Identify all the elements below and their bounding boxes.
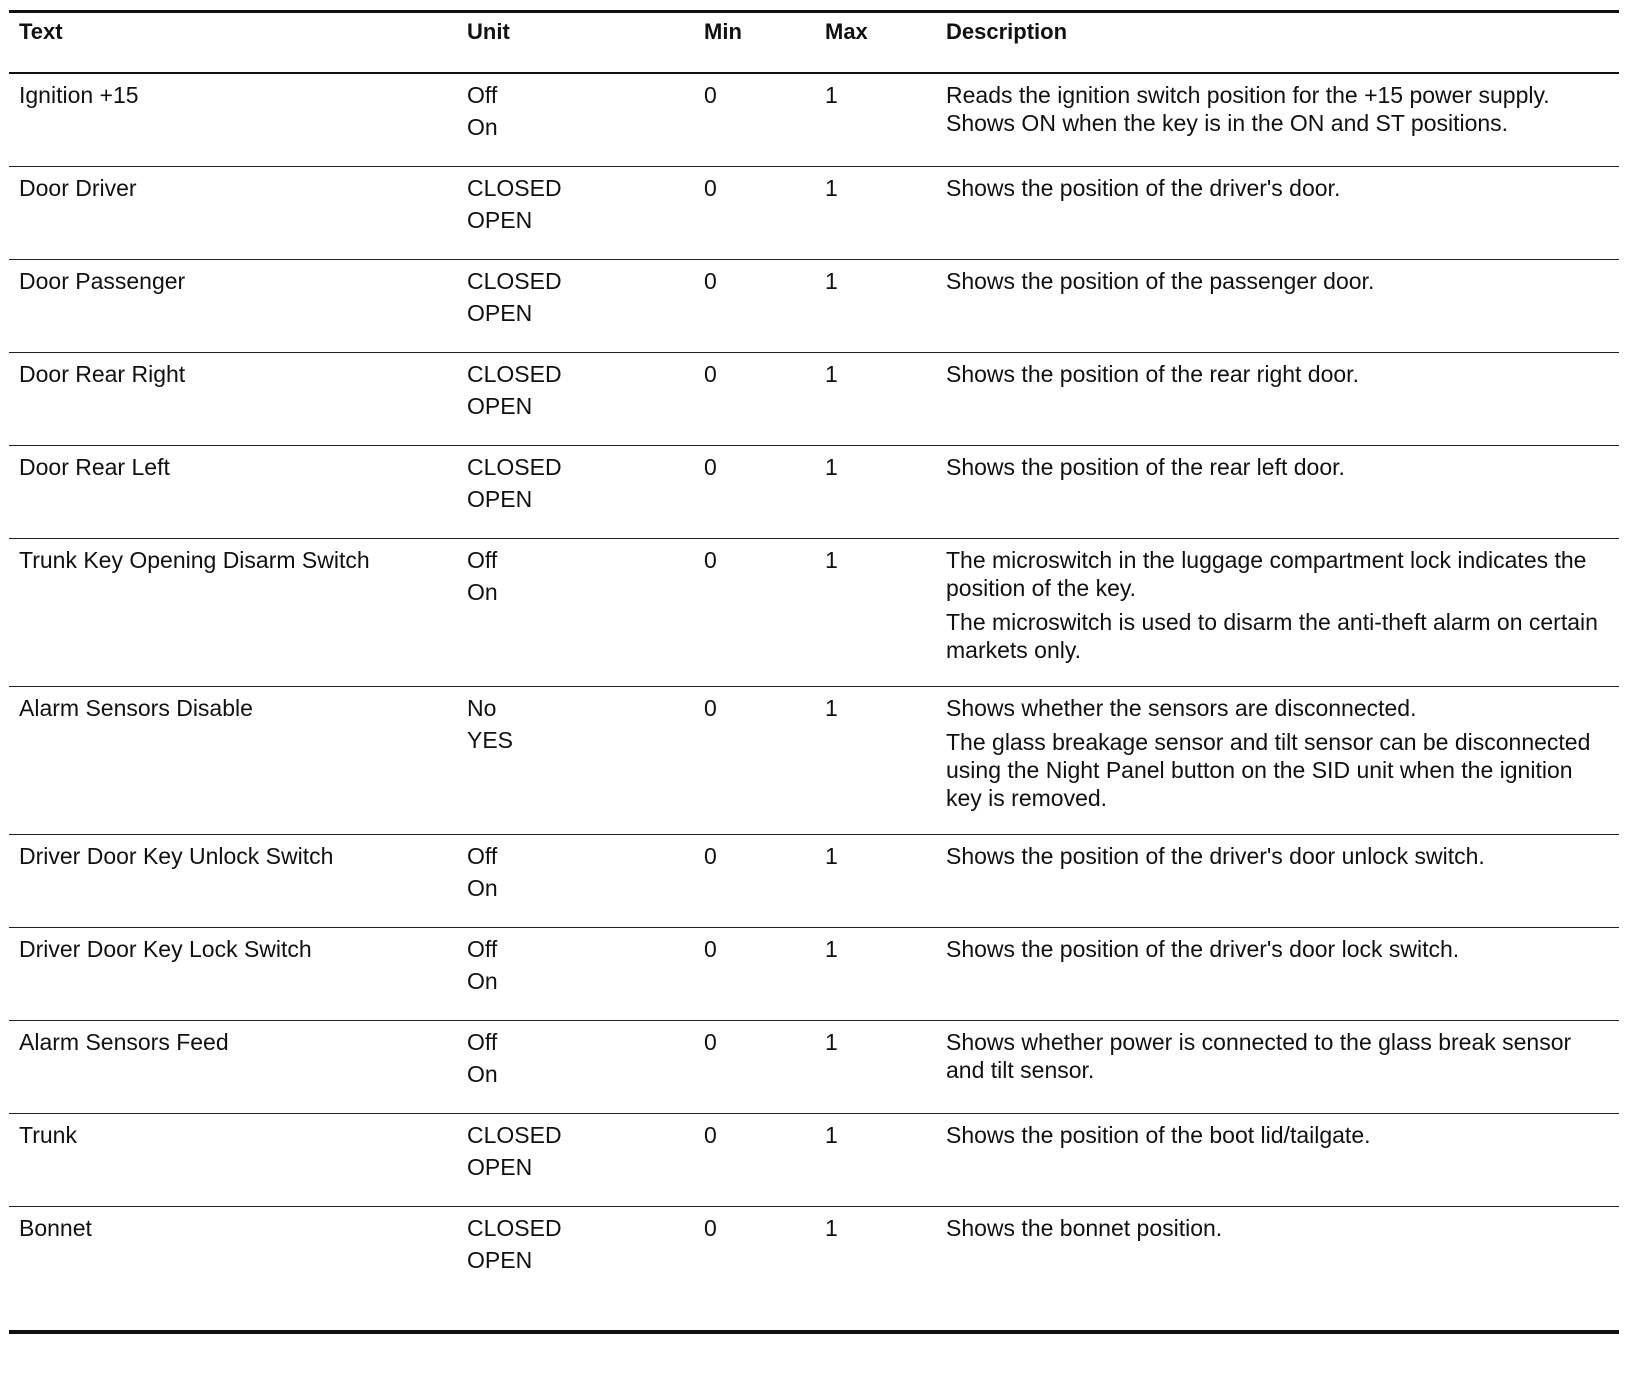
row-max: 1 <box>825 547 838 573</box>
row-unit <box>467 1207 704 1300</box>
row-text: Trunk <box>19 1122 77 1148</box>
description-paragraph: Shows whether power is connected to the glass break sensor and tilt sensor. <box>946 1029 1572 1083</box>
unit-value: Off <box>467 843 498 869</box>
row-description <box>946 539 1619 686</box>
row-min: 0 <box>704 361 717 387</box>
table-row <box>9 353 1619 446</box>
row-min: 0 <box>704 547 717 573</box>
unit-value: OPEN <box>467 207 533 233</box>
unit-value: On <box>467 579 498 605</box>
unit-value: CLOSED <box>467 268 562 294</box>
unit-value: OPEN <box>467 300 533 326</box>
description-paragraph: Shows the position of the driver's door lock switch. <box>946 936 1460 962</box>
description-paragraph: Shows the position of the driver's door unlock switch. <box>946 843 1485 869</box>
unit-value: On <box>467 875 498 901</box>
row-unit <box>467 260 704 352</box>
row-unit <box>467 835 704 927</box>
row-description <box>946 1114 1619 1206</box>
row-text: Alarm Sensors Disable <box>19 695 253 721</box>
row-max: 1 <box>825 1215 838 1241</box>
row-unit <box>467 1114 704 1206</box>
table-row <box>9 539 1619 687</box>
row-min: 0 <box>704 175 717 201</box>
description-paragraph: Reads the ignition switch position for the +15 power supply. Shows ON when the key is in the ON and ST positions. <box>946 82 1550 136</box>
row-description <box>946 1021 1619 1113</box>
signal-table <box>9 10 1619 1334</box>
unit-value: Off <box>467 82 498 108</box>
row-description <box>946 446 1619 538</box>
row-description <box>946 167 1619 259</box>
row-max: 1 <box>825 268 838 294</box>
row-text: Door Rear Left <box>19 454 170 480</box>
description-paragraph: Shows the position of the driver's door. <box>946 175 1341 201</box>
unit-value: On <box>467 114 498 140</box>
row-min: 0 <box>704 1215 717 1241</box>
row-min: 0 <box>704 843 717 869</box>
unit-value: Off <box>467 1029 498 1055</box>
row-min: 0 <box>704 936 717 962</box>
row-max: 1 <box>825 454 838 480</box>
table-row <box>9 928 1619 1021</box>
table-row <box>9 167 1619 260</box>
table-row <box>9 1207 1619 1300</box>
row-max: 1 <box>825 82 838 108</box>
unit-value: CLOSED <box>467 1122 562 1148</box>
header-min: Min <box>704 19 742 44</box>
table-row <box>9 1114 1619 1207</box>
header-description: Description <box>946 19 1068 44</box>
table-row <box>9 835 1619 928</box>
unit-value: CLOSED <box>467 1215 562 1241</box>
row-max: 1 <box>825 1029 838 1055</box>
row-text: Trunk Key Opening Disarm Switch <box>19 547 370 573</box>
unit-value: OPEN <box>467 486 533 512</box>
row-text: Door Driver <box>19 175 137 201</box>
header-text: Text <box>19 19 63 44</box>
unit-value: On <box>467 1061 498 1087</box>
description-paragraph: The microswitch in the luggage compartment lock indicates the position of the key. <box>946 547 1587 601</box>
description-paragraph: Shows whether the sensors are disconnected. <box>946 695 1417 721</box>
unit-value: OPEN <box>467 1247 533 1273</box>
unit-value: CLOSED <box>467 454 562 480</box>
row-max: 1 <box>825 936 838 962</box>
header-max: Max <box>825 19 868 44</box>
row-unit <box>467 446 704 538</box>
row-unit <box>467 1021 704 1113</box>
table-header-row <box>9 13 1619 74</box>
unit-value: CLOSED <box>467 175 562 201</box>
row-unit <box>467 687 704 834</box>
row-min: 0 <box>704 454 717 480</box>
row-min: 0 <box>704 82 717 108</box>
unit-value: Off <box>467 936 498 962</box>
description-paragraph: Shows the position of the boot lid/tailgate. <box>946 1122 1371 1148</box>
table-row <box>9 260 1619 353</box>
unit-value: On <box>467 968 498 994</box>
row-description <box>946 835 1619 927</box>
description-paragraph: Shows the bonnet position. <box>946 1215 1223 1241</box>
unit-value: YES <box>467 727 514 753</box>
row-description <box>946 687 1619 834</box>
row-unit <box>467 539 704 686</box>
row-max: 1 <box>825 843 838 869</box>
row-max: 1 <box>825 1122 838 1148</box>
row-text: Door Rear Right <box>19 361 186 387</box>
table-row <box>9 687 1619 835</box>
unit-value: CLOSED <box>467 361 562 387</box>
row-min: 0 <box>704 268 717 294</box>
row-text: Driver Door Key Unlock Switch <box>19 843 334 869</box>
row-text: Driver Door Key Lock Switch <box>19 936 312 962</box>
unit-value: No <box>467 695 497 721</box>
row-description <box>946 353 1619 445</box>
row-text: Ignition +15 <box>19 82 139 108</box>
row-description <box>946 74 1619 166</box>
row-max: 1 <box>825 175 838 201</box>
row-text: Door Passenger <box>19 268 186 294</box>
description-paragraph: Shows the position of the rear right door. <box>946 361 1359 387</box>
row-min: 0 <box>704 1029 717 1055</box>
unit-value: OPEN <box>467 393 533 419</box>
row-unit <box>467 167 704 259</box>
description-paragraph: The glass breakage sensor and tilt sensor can be disconnected using the Night Panel button on the SID unit when the ignition key is removed. <box>946 729 1591 811</box>
row-description <box>946 1207 1619 1300</box>
table-row <box>9 1021 1619 1114</box>
row-description <box>946 928 1619 1020</box>
row-min: 0 <box>704 1122 717 1148</box>
description-paragraph: Shows the position of the rear left door. <box>946 454 1345 480</box>
unit-value: OPEN <box>467 1154 533 1180</box>
row-max: 1 <box>825 695 838 721</box>
row-description <box>946 260 1619 352</box>
table-body <box>9 74 1619 1300</box>
row-max: 1 <box>825 361 838 387</box>
row-unit <box>467 74 704 166</box>
row-text: Bonnet <box>19 1215 92 1241</box>
row-unit <box>467 353 704 445</box>
description-paragraph: The microswitch is used to disarm the anti-theft alarm on certain markets only. <box>946 609 1598 663</box>
table-row <box>9 446 1619 539</box>
row-text: Alarm Sensors Feed <box>19 1029 229 1055</box>
table-row <box>9 74 1619 167</box>
row-unit <box>467 928 704 1020</box>
unit-value: Off <box>467 547 498 573</box>
row-min: 0 <box>704 695 717 721</box>
header-unit: Unit <box>467 19 510 44</box>
description-paragraph: Shows the position of the passenger door. <box>946 268 1375 294</box>
table-bottom-rule <box>9 1330 1619 1334</box>
